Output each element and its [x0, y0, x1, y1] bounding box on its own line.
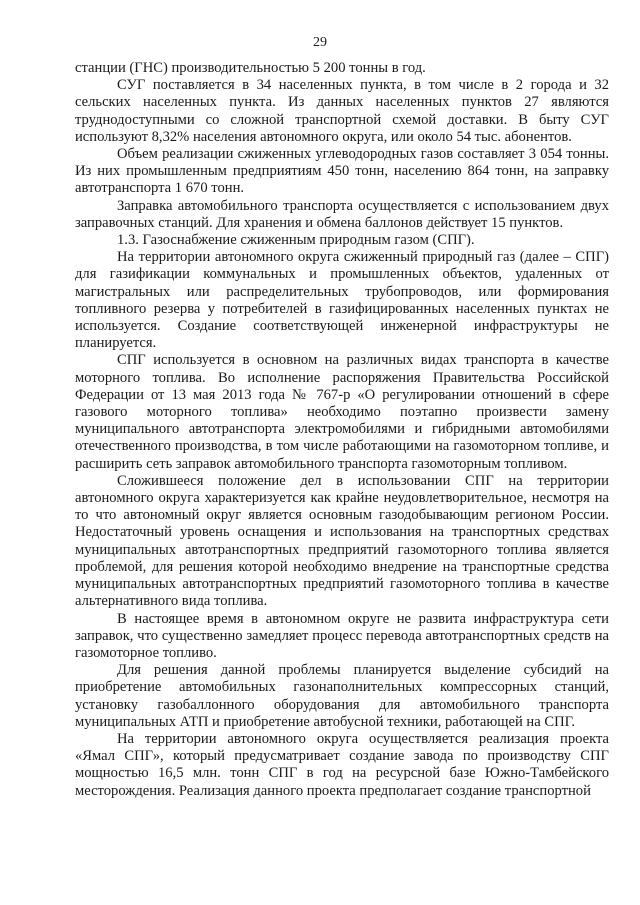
- document-body: [75, 60, 609, 800]
- section-heading-1-3: 1.3. Газоснабжение сжиженным природным газом (СПГ).: [117, 232, 475, 249]
- paragraph-spg-territory: На территории автономного округа сжиженный природный газ (далее – СПГ) для газификации коммунальных и промышленных объектов, удаленных от магистральных или распределительных трубопроводов, или формирования топливного резерва у потребителей в газифицированных населенных пунктах не используется. Создание соответствующей инженерной инфраструктуры не планируется.: [75, 249, 609, 352]
- paragraph-sug-volume: Объем реализации сжиженных углеводородных газов составляет 3 054 тонны. Из них промышленным предприятиям 450 тонн, населению 864 тонн, на заправку автотранспорта 1 670 тонн.: [75, 146, 609, 197]
- paragraph-continuation: станции (ГНС) производительностью 5 200 тонны в год.: [75, 60, 426, 76]
- paragraph-sug-delivery: СУГ поставляется в 34 населенных пункта, в том числе в 2 города и 32 сельских населенных пункта. Из данных населенных пунктов 27 являются труднодоступными со сложной транспортной схемой доставки. В быту СУГ используют 8,32% населения автономного округа, или около 54 тыс. абонентов.: [75, 77, 609, 145]
- paragraph-infrastructure: В настоящее время в автономном округе не развита инфраструктура сети заправок, что существенно замедляет процесс перевода автотранспортных средств на газомоторное топливо.: [75, 610, 609, 661]
- paragraph-refueling: Заправка автомобильного транспорта осуществляется с использованием двух заправочных станций. Для хранения и обмена баллонов действует 15 пунктов.: [75, 197, 609, 231]
- paragraph-subsidies: Для решения данной проблемы планируется выделение субсидий на приобретение автомобильных газонаполнительных компрессорных станций, установку газобаллонного оборудования для автомобильного транспорта муниципальных АТП и приобретение автобусной техники, работающей на СПГ.: [75, 662, 609, 730]
- page-number: 29: [313, 35, 327, 50]
- paragraph-yamal-lng: На территории автономного округа осуществляется реализация проекта «Ямал СПГ», который предусматривает создание завода по производству СПГ мощностью 16,5 млн. тонн СПГ в год на ресурсной базе Южно-Тамбейского месторождения. Реализация данного проекта предполагает создание транспортной: [75, 730, 609, 799]
- paragraph-current-situation: Сложившееся положение дел в использовании СПГ на территории автономного округа характеризуется как крайне неудовлетворительное, несмотря на то что автономный округ является основным газодобывающим регионом России. Недостаточный уровень оснащения и использования на транспортных средствах муниципальных автотранспортных предприятий газомоторного топлива является проблемой, для решения которой необходимо внедрение на транспортные средства муниципальных автотранспортных предприятий газомоторного топлива в качестве альтернативного вида топлива.: [75, 472, 609, 610]
- paragraph-spg-transport: СПГ используется в основном на различных видах транспорта в качестве моторного топлива. Во исполнение распоряжения Правительства Российской Федерации от 13 мая 2013 года № 767-р «О регулировании отношений в сфере газового моторного топлива» необходимо поэтапно произвести замену муниципального автотранспорта электромобилями и гибридными автомобилями отечественного производства, в том числе работающими на газомоторном топливе, и расширить сеть заправок автомобильного транспорта газомоторным топливом.: [75, 352, 609, 472]
